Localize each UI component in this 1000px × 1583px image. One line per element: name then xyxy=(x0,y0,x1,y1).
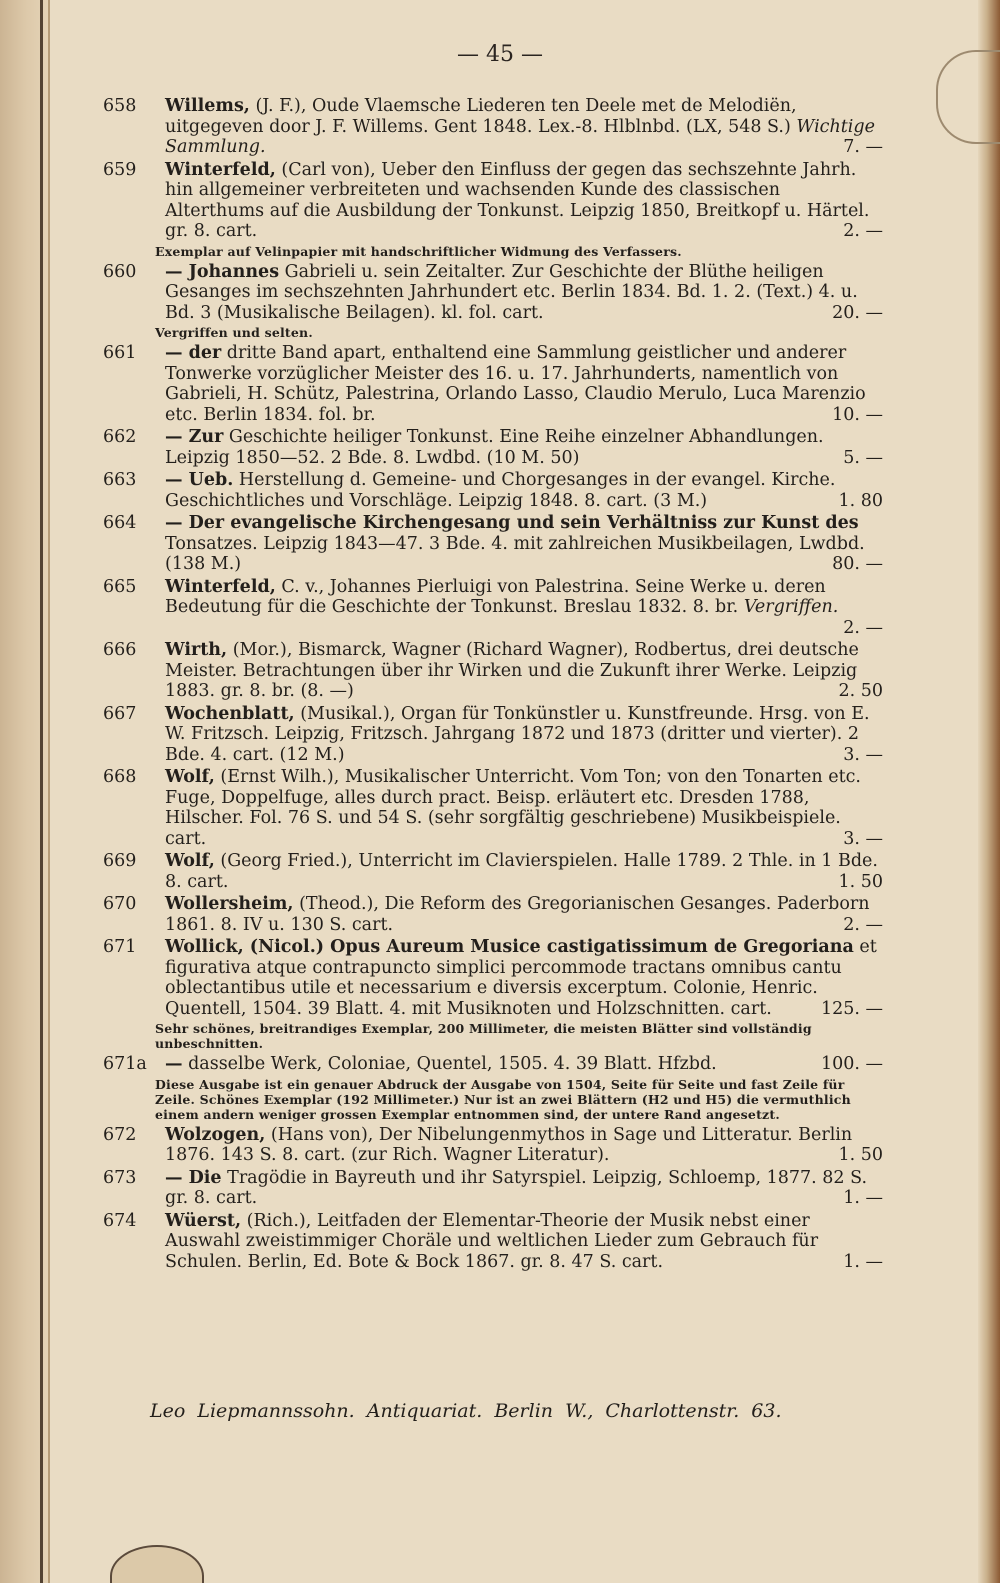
entry-price: 5. — xyxy=(843,447,883,468)
entry-price: 1. 50 xyxy=(838,871,883,892)
thumb-shape xyxy=(110,1545,204,1583)
entry-number: 662 xyxy=(103,427,137,447)
entry-price: 1. — xyxy=(843,1188,883,1208)
page-edge xyxy=(978,0,1000,1583)
entry-description: et figurativa atque contrapuncto simplici percommode tractans omnibus cantu oblectantibus utile et necessarium e diversis excerptum. Colonie, Henric. Quentell, 1504. 39 Blatt. 4. mit Musiknoten und Holzschnitten. cart. xyxy=(165,937,877,1019)
entry-description: dasselbe Werk, Coloniae, Quentel, 1505. 4. 39 Blatt. Hfzbd. xyxy=(188,1054,717,1074)
catalog-entry xyxy=(103,937,883,1019)
entry-author: Wollick, (Nicol.) Opus Aureum Musice castigatissimum de Gregoriana xyxy=(165,937,854,957)
entry-author: Wirth, xyxy=(165,640,228,660)
entry-number: 664 xyxy=(103,513,137,533)
catalog-entry xyxy=(103,1168,883,1209)
entry-note: Sehr schönes, breitrandiges Exemplar, 200 Millimeter, die meisten Blätter sind vollständig unbeschnitten. xyxy=(155,1021,812,1051)
entry-price: 1. 50 xyxy=(838,1145,883,1165)
entry-author: Willems, xyxy=(165,96,250,116)
entry-price: 2. 50 xyxy=(838,681,883,701)
entry-description: Geschichte heiliger Tonkunst. Eine Reihe einzelner Abhandlungen. Leipzig 1850—52. 2 Bde. 8. Lwdbd. (10 M. 50) xyxy=(165,427,824,468)
entry-description: dritte Band apart, enthaltend eine Sammlung geistlicher und anderer Tonwerke vorzüglicher Meister des 16. u. 17. Jahrhunderts, namentlich von Gabrieli, H. Schütz, Palestrina, Orlando Lasso, Claudio Merulo, Luca Marenzio etc. Berlin 1834. fol. br. xyxy=(165,343,866,425)
entry-author: — Die xyxy=(165,1167,222,1188)
entry-price: 3. — xyxy=(843,744,883,765)
entry-price: 2. — xyxy=(843,914,883,935)
entry-author: Wochenblatt, xyxy=(165,703,295,724)
entry-author: — xyxy=(165,1054,183,1074)
entry-description: (Ernst Wilh.), Musikalischer Unterricht. Vom Ton; von den Tonarten etc. Fuge, Doppelfuge, alles durch pract. Beisp. erläutert etc. Dresden 1788, Hilscher. Fol. 76 S. und 54 S. (sehr sorgfältig geschriebene) Musikbeispiele. cart. xyxy=(165,767,861,849)
binding-line xyxy=(40,0,43,1583)
entry-number: 670 xyxy=(103,894,137,914)
entry-number: 667 xyxy=(103,703,137,724)
catalog-entry xyxy=(103,1125,883,1166)
entry-description: C. v., Johannes Pierluigi von Palestrina. Seine Werke u. deren Bedeutung für die Geschichte der Tonkunst. Breslau 1832. 8. br. xyxy=(165,576,826,617)
entry-remark: Wichtige Sammlung. xyxy=(165,116,875,157)
entry-note: Diese Ausgabe ist ein genauer Abdruck der Ausgabe von 1504, Seite für Seite und fast Zeile für Zeile. Schönes Exemplar (192 Millimeter.) Nur ist an zwei Blättern (H2 und H5) die vermuthlich einem andern weniger grossen Exemplar entnommen sind, der untere Rand angesetzt. xyxy=(155,1076,851,1122)
catalog-entries xyxy=(103,96,883,1274)
entry-author: Wüerst, xyxy=(165,1210,242,1231)
catalog-entry xyxy=(103,160,883,242)
catalog-entry xyxy=(103,513,883,575)
entry-description: Tragödie in Bayreuth und ihr Satyrspiel. Leipzig, Schloemp, 1877. 82 S. gr. 8. cart. xyxy=(165,1167,868,1208)
entry-number: 663 xyxy=(103,470,137,490)
entry-author: Wolzogen, xyxy=(165,1124,266,1145)
entry-number: 672 xyxy=(103,1124,137,1145)
entry-description: (Mor.), Bismarck, Wagner (Richard Wagner), Rodbertus, drei deutsche Meister. Betrachtungen über ihr Wirken und die Zukunft ihrer Werke. Leipzig 1883. gr. 8. br. (8. —) xyxy=(165,640,859,701)
entry-number: 668 xyxy=(103,767,137,787)
catalog-entry xyxy=(103,1054,883,1075)
entry-description: Gabrieli u. sein Zeitalter. Zur Geschichte der Blüthe heiligen Gesanges im sechszehnten Jahrhundert etc. Berlin 1834. Bd. 1. 2. (Text.) 4. u. Bd. 3 (Musikalische Beilagen). kl. fol. cart. xyxy=(165,261,858,323)
entry-price: 2. — xyxy=(843,221,883,241)
entry-author: — Johannes xyxy=(165,261,280,282)
entry-price: 3. — xyxy=(843,828,883,849)
page-number: — 45 — xyxy=(457,42,543,67)
entry-author: — Zur xyxy=(165,427,224,447)
catalog-entry xyxy=(103,640,883,702)
entry-description: (Rich.), Leitfaden der Elementar-Theorie der Musik nebst einer Auswahl zweistimmiger Choräle und weltlichen Lieder zum Gebrauch für Schulen. Berlin, Ed. Bote & Bock 1867. gr. 8. 47 S. cart. xyxy=(165,1210,819,1272)
entry-description: (Georg Fried.), Unterricht im Clavierspielen. Halle 1789. 2 Thle. in 1 Bde. 8. cart. xyxy=(165,851,878,892)
entry-author: Winterfeld, xyxy=(165,576,276,597)
entry-price: 20. — xyxy=(832,302,883,323)
entry-author: — der xyxy=(165,343,222,363)
entry-price: 1. 80 xyxy=(838,490,883,511)
entry-price: 80. — xyxy=(832,554,883,574)
entry-author: Winterfeld, xyxy=(165,159,276,180)
entry-price: 125. — xyxy=(820,998,883,1019)
catalog-entry xyxy=(103,851,883,892)
entry-remark: Vergriffen. xyxy=(743,597,839,617)
entry-description: (Hans von), Der Nibelungenmythos in Sage und Litteratur. Berlin 1876. 143 S. 8. cart. (zur Rich. Wagner Literatur). xyxy=(165,1124,853,1165)
catalog-entry xyxy=(103,704,883,766)
catalog-entry xyxy=(103,96,883,158)
entry-number: 673 xyxy=(103,1167,137,1188)
entry-description: (J. F.), Oude Vlaemsche Liederen ten Deele met de Melodiën, uitgegeven door J. F. Willems. Gent 1848. Lex.-8. Hlblnbd. (LX, 548 S.) xyxy=(165,96,797,137)
entry-author: Wolf, xyxy=(165,851,215,871)
entry-author: Wolf, xyxy=(165,767,215,787)
catalog-entry xyxy=(103,262,883,324)
entry-price: 7. — xyxy=(843,137,883,157)
catalog-entry xyxy=(103,427,883,468)
entry-author: — Der evangelische Kirchengesang und sein Verhältniss zur Kunst des xyxy=(165,513,859,533)
entry-number: 659 xyxy=(103,159,137,180)
entry-number: 669 xyxy=(103,851,137,871)
entry-price: 10. — xyxy=(832,404,883,425)
entry-number: 671a xyxy=(103,1054,147,1074)
catalog-entry xyxy=(103,894,883,935)
entry-description: (Theod.), Die Reform des Gregorianischen Gesanges. Paderborn 1861. 8. IV u. 130 S. cart. xyxy=(165,894,870,935)
entry-number: 665 xyxy=(103,576,137,597)
entry-number: 671 xyxy=(103,937,137,957)
entry-description: (Carl von), Ueber den Einfluss der gegen das sechszehnte Jahrh. hin allgemeiner verbreiteten und wachsenden Kunde des classischen Alterthums auf die Ausbildung der Tonkunst. Leipzig 1850, Breitkopf u. Härtel. gr. 8. cart. xyxy=(165,159,870,241)
entry-number: 674 xyxy=(103,1210,137,1231)
entry-number: 660 xyxy=(103,261,137,282)
entry-price: 100. — xyxy=(820,1054,883,1074)
entry-author: Wollersheim, xyxy=(165,894,294,914)
entry-price: 2. — xyxy=(843,617,883,638)
entry-description: Herstellung d. Gemeine- und Chorgesanges in der evangel. Kirche. Geschichtliches und Vorschläge. Leipzig 1848. 8. cart. (3 M.) xyxy=(165,470,836,511)
catalog-entry xyxy=(103,343,883,425)
entry-note: Exemplar auf Velinpapier mit handschriftlicher Widmung des Verfassers. xyxy=(155,243,682,259)
entry-description: Tonsatzes. Leipzig 1843—47. 3 Bde. 4. mit zahlreichen Musikbeilagen, Lwdbd. (138 M.) xyxy=(165,533,865,574)
entry-number: 666 xyxy=(103,640,137,660)
catalog-entry xyxy=(103,1211,883,1273)
entry-description: (Musikal.), Organ für Tonkünstler u. Kunstfreunde. Hrsg. von E. W. Fritzsch. Leipzig, Fritzsch. Jahrgang 1872 und 1873 (dritter und vierter). 2 Bde. 4. cart. (12 M.) xyxy=(165,703,870,765)
catalog-entry xyxy=(103,470,883,511)
catalog-entry xyxy=(103,767,883,849)
catalog-entry xyxy=(103,577,883,639)
publisher-footer: Leo Liepmannssohn. Antiquariat. Berlin W., Charlottenstr. 63. xyxy=(150,1400,782,1422)
entry-author: — Ueb. xyxy=(165,470,234,490)
entry-number: 658 xyxy=(103,96,137,116)
entry-note: Vergriffen und selten. xyxy=(155,325,313,340)
entry-number: 661 xyxy=(103,343,137,363)
entry-price: 1. — xyxy=(843,1251,883,1272)
